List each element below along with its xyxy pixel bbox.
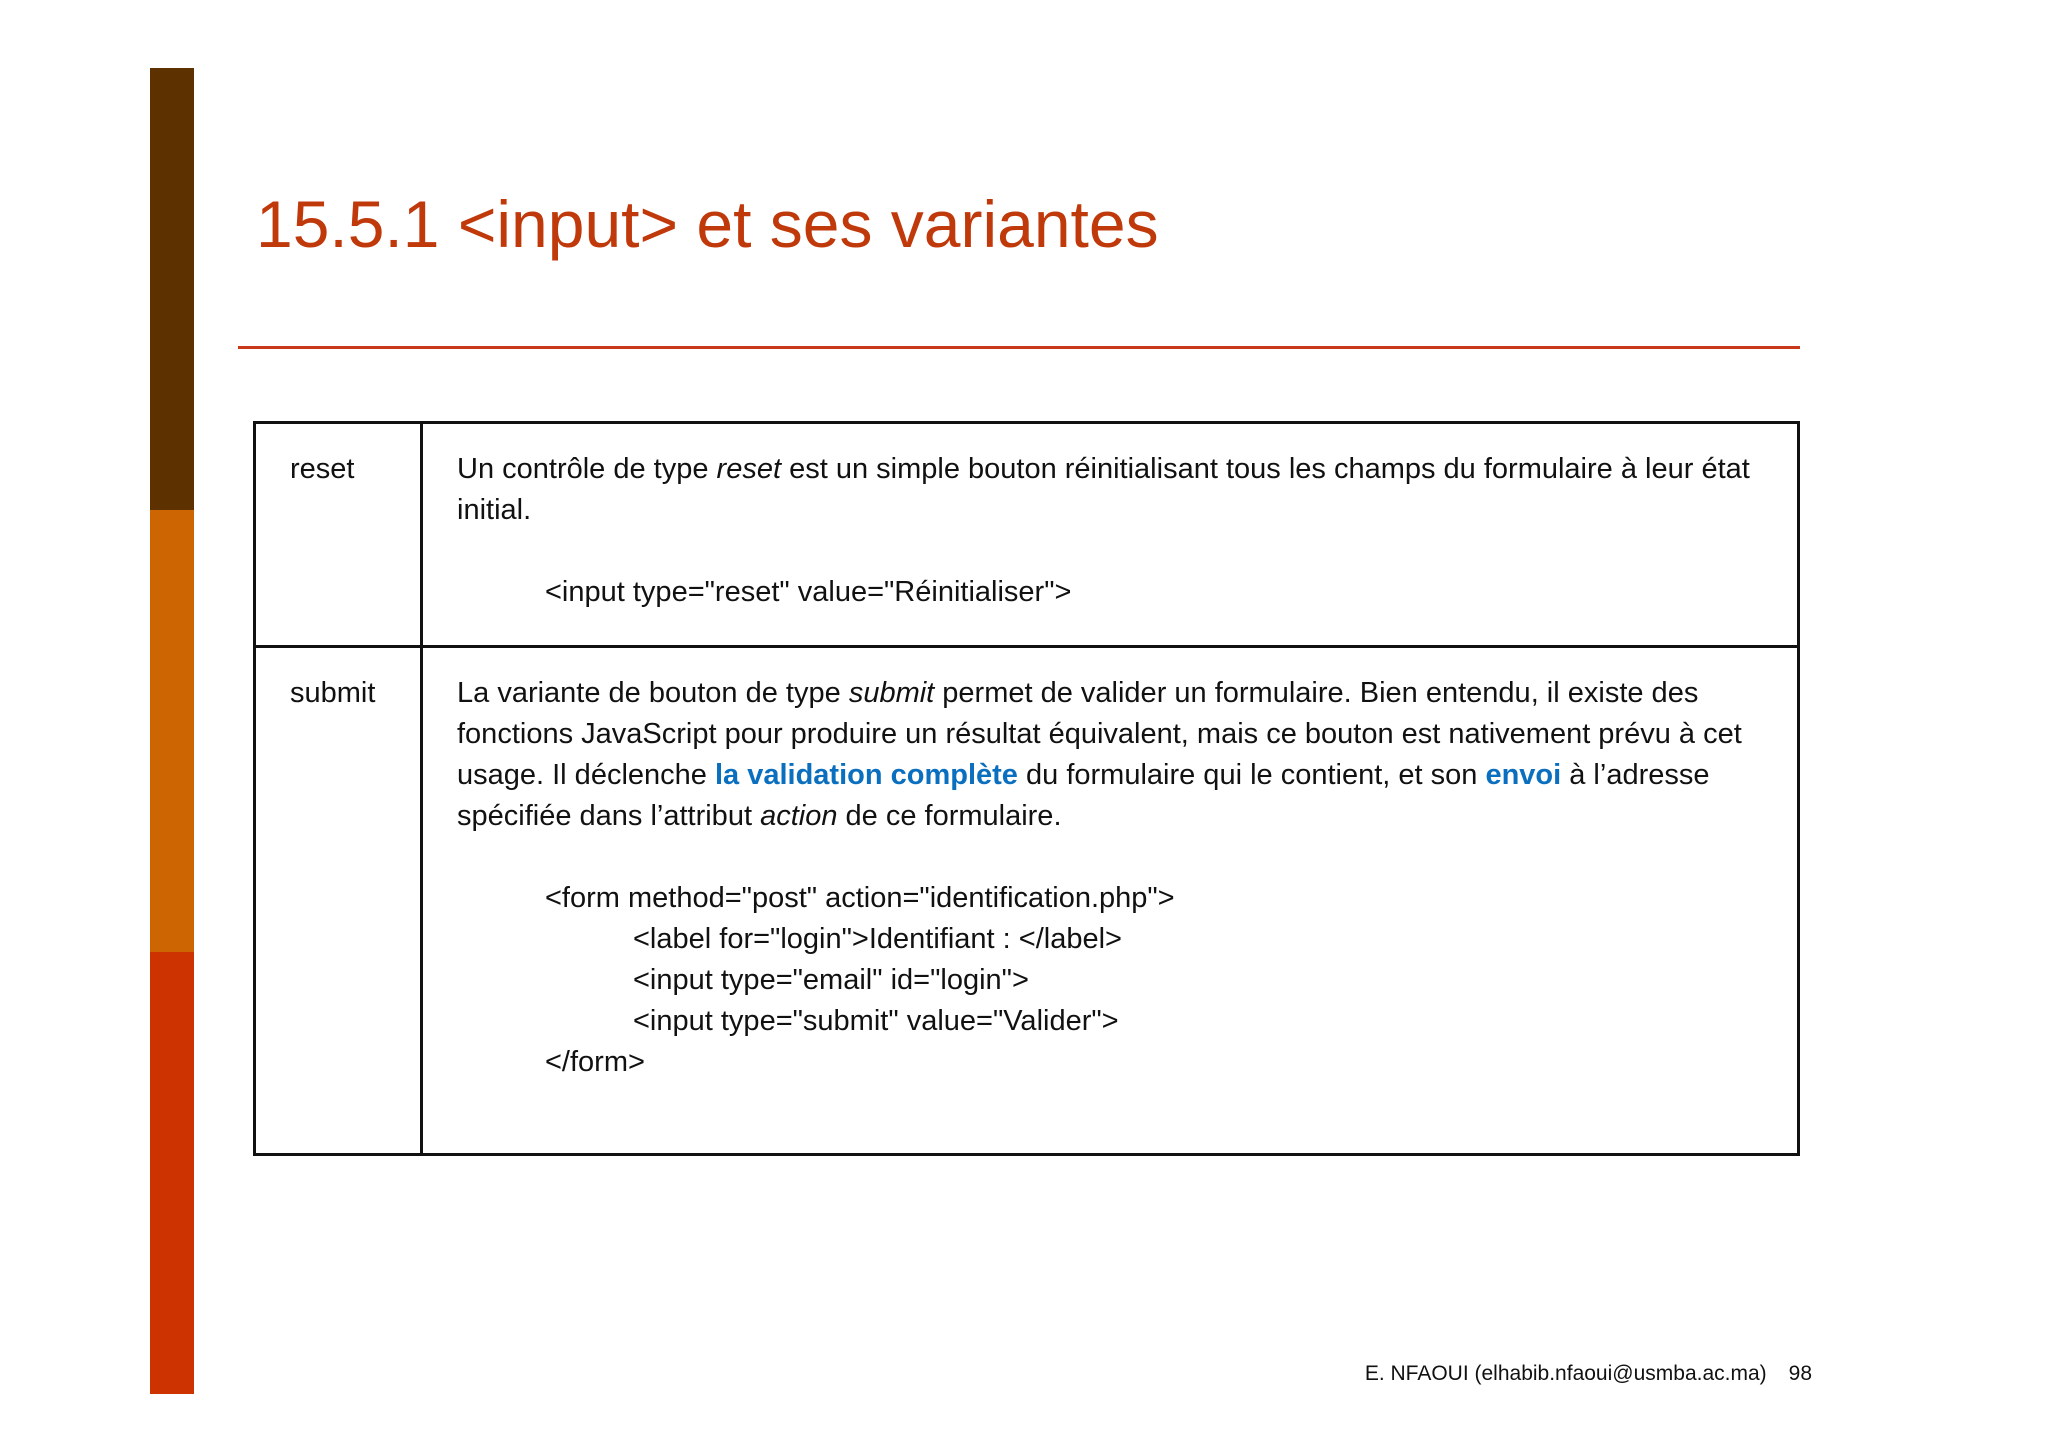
code-line: <input type="reset" value="Réinitialiser"> — [545, 576, 1072, 608]
decorative-bar-top — [150, 68, 194, 510]
variants-table — [253, 421, 1800, 1156]
decorative-bar-middle — [150, 510, 194, 952]
title-underline — [238, 346, 1800, 349]
code-line: <input type="submit" value="Valider"> — [633, 1005, 1119, 1037]
highlight-validation: la validation complète — [714, 759, 1018, 791]
slide-title: 15.5.1 <input> et ses variantes — [256, 187, 1159, 261]
code-example-reset — [457, 572, 1767, 613]
row-description-submit — [422, 647, 1799, 1155]
code-line: <label for="login">Identifiant : </label> — [633, 923, 1122, 955]
decorative-bar-bottom — [150, 952, 194, 1394]
row-label-submit: submit — [255, 647, 422, 1155]
table-row-submit — [255, 647, 1799, 1155]
table-row-reset — [255, 423, 1799, 647]
row-label-reset: reset — [255, 423, 422, 647]
highlight-envoi: envoi — [1485, 759, 1562, 791]
slide-footer — [1365, 1362, 1812, 1386]
footer-author: E. NFAOUI (elhabib.nfaoui@usmba.ac.ma) — [1364, 1362, 1767, 1385]
page-number: 98 — [1788, 1362, 1812, 1385]
row-description-reset — [422, 423, 1799, 647]
code-line: <input type="email" id="login"> — [633, 964, 1029, 996]
description-text-reset: Un contrôle de type reset est un simple bouton réinitialisant tous les champs du formulaire à leur état initial. — [457, 453, 1750, 526]
code-line: </form> — [545, 1046, 645, 1078]
code-line: <form method="post" action="identification.php"> — [545, 882, 1175, 914]
description-text-submit: La variante de bouton de type submit permet de valider un formulaire. Bien entendu, il existe des fonctions JavaScript pour produire un résultat équivalent, mais ce bouton est nativement prévu à cet usage. Il déclenche la validation complète du formulaire qui le contient, et son envoi à l’adresse spécifiée dans l’attribut action de ce formulaire. — [457, 677, 1742, 832]
code-example-submit — [457, 878, 1767, 1083]
